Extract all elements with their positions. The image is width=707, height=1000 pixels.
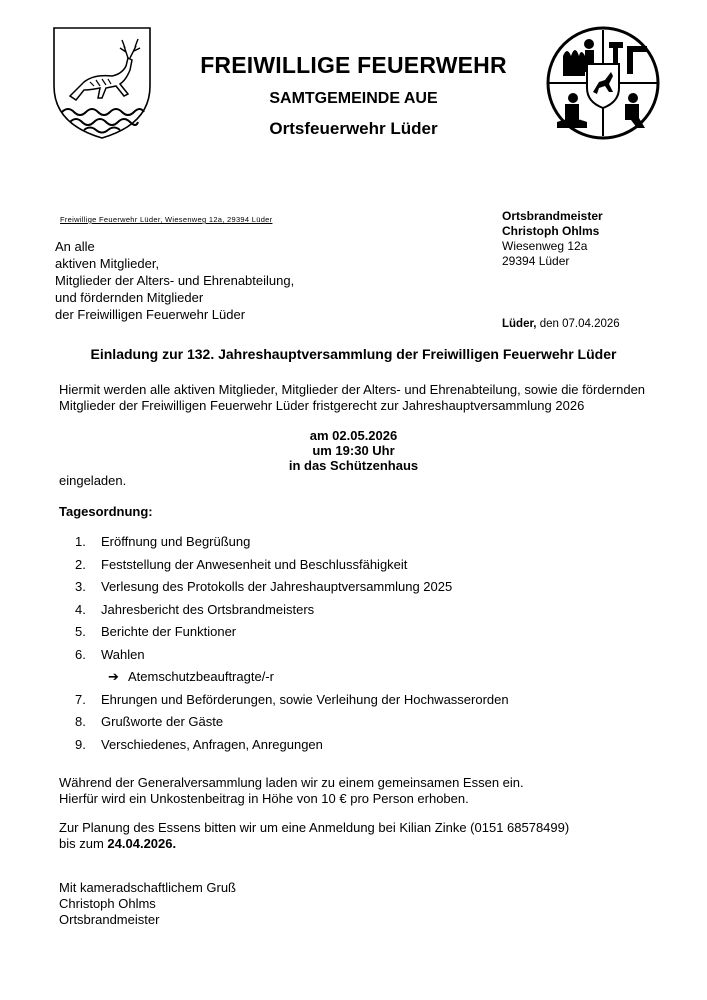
agenda-item: [75, 534, 509, 557]
deadline-prefix: bis zum: [59, 836, 104, 851]
agenda-item: [75, 647, 509, 670]
agenda-title: Tagesordnung:: [59, 504, 153, 519]
sender-role: Ortsbrandmeister: [502, 209, 603, 223]
agenda-text: Verschiedenes, Anfragen, Anregungen: [101, 736, 323, 752]
agenda-text: Wahlen: [101, 646, 145, 662]
deadline-date: 24.04.2026.: [107, 836, 177, 851]
recipient-line: aktiven Mitglieder,: [55, 256, 160, 271]
recipient-line: Mitglieder der Alters- und Ehrenabteilung,: [55, 273, 295, 288]
agenda-text: Verlesung des Protokolls der Jahreshauptversammlung 2025: [101, 579, 453, 594]
agenda-number: 7.: [75, 691, 86, 707]
fire-brigade-emblem-logo: [543, 26, 663, 141]
invited-text: eingeladen.: [59, 473, 127, 488]
agenda-number: 8.: [75, 714, 86, 729]
arrow-right-icon: ➔: [108, 669, 119, 684]
agenda-item: [75, 692, 509, 715]
registration-line: Zur Planung des Essens bitten wir um eine Anmeldung bei Kilian Zinke (0151 68578499): [59, 820, 570, 835]
agenda-number: 4.: [75, 601, 86, 617]
agenda-subitem-text: Atemschutzbeauftragte/-r: [128, 669, 274, 684]
meeting-date: am 02.05.2026: [309, 428, 398, 443]
meal-paragraph: [59, 775, 524, 807]
meeting-details: [0, 428, 707, 473]
organization-title: FREIWILLIGE FEUERWEHR: [200, 52, 507, 78]
agenda-text: Jahresbericht des Ortsbrandmeisters: [101, 601, 315, 617]
agenda-number: 9.: [75, 736, 86, 752]
agenda-item: [75, 579, 509, 602]
agenda-number: 6.: [75, 646, 86, 662]
agenda-item: [75, 602, 509, 625]
letter-date: [502, 318, 620, 330]
meeting-place: in das Schützenhaus: [288, 458, 419, 473]
recipient-block: [55, 238, 294, 323]
agenda-item: [75, 557, 509, 580]
agenda-list: [75, 534, 509, 759]
meal-line: Während der Generalversammlung laden wir zu einem gemeinsamen Essen ein.: [59, 775, 524, 790]
closing-role: Ortsbrandmeister: [59, 912, 160, 927]
date-text: den 07.04.2026: [539, 318, 620, 330]
recipient-line: der Freiwilligen Feuerwehr Lüder: [55, 307, 246, 322]
sender-block: [502, 209, 603, 269]
agenda-subitem: [75, 669, 509, 692]
agenda-text: Feststellung der Anwesenheit und Beschlussfähigkeit: [101, 556, 408, 572]
date-place: Lüder,: [502, 318, 537, 330]
agenda-number: 2.: [75, 556, 86, 572]
agenda-number: 5.: [75, 624, 86, 639]
unit-title: Ortsfeuerwehr Lüder: [269, 119, 438, 138]
organization-subtitle: SAMTGEMEINDE AUE: [269, 90, 438, 107]
agenda-item: [75, 714, 509, 737]
sender-name: Christoph Ohlms: [502, 224, 600, 238]
agenda-text: Eröffnung und Begrüßung: [101, 534, 251, 549]
meeting-time: um 19:30 Uhr: [312, 443, 395, 458]
recipient-line: An alle: [55, 239, 95, 254]
meal-line: Hierfür wird ein Unkostenbeitrag in Höhe von 10 € pro Person erhoben.: [59, 791, 469, 806]
sender-street: Wiesenweg 12a: [502, 239, 588, 253]
agenda-item: [75, 737, 509, 760]
agenda-text: Ehrungen und Beförderungen, sowie Verleihung der Hochwasserorden: [101, 691, 509, 707]
agenda-number: 3.: [75, 579, 86, 594]
intro-paragraph: Hiermit werden alle aktiven Mitglieder, Mitglieder der Alters- und Ehrenabteilung, sowie die fördernden Mitglieder der Freiwilligen Feuerwehr Lüder fristgerecht zur Jahreshauptversammlung 2026: [59, 382, 646, 413]
sender-address-line: Freiwillige Feuerwehr Lüder, Wiesenweg 12a, 29394 Lüder: [60, 215, 273, 224]
letter-subject: Einladung zur 132. Jahreshauptversammlung der Freiwilligen Feuerwehr Lüder: [90, 346, 617, 362]
closing-greeting: Mit kameradschaftlichem Gruß: [59, 880, 236, 895]
sender-city: 29394 Lüder: [502, 254, 570, 268]
agenda-number: 1.: [75, 534, 86, 549]
closing-block: [59, 880, 236, 928]
agenda-text: Grußworte der Gäste: [101, 714, 224, 729]
closing-name: Christoph Ohlms: [59, 896, 156, 911]
registration-deadline-line: [59, 836, 569, 852]
recipient-line: und fördernden Mitglieder: [55, 290, 204, 305]
agenda-text: Berichte der Funktioner: [101, 624, 237, 639]
agenda-item: [75, 624, 509, 647]
registration-paragraph: [59, 820, 569, 852]
